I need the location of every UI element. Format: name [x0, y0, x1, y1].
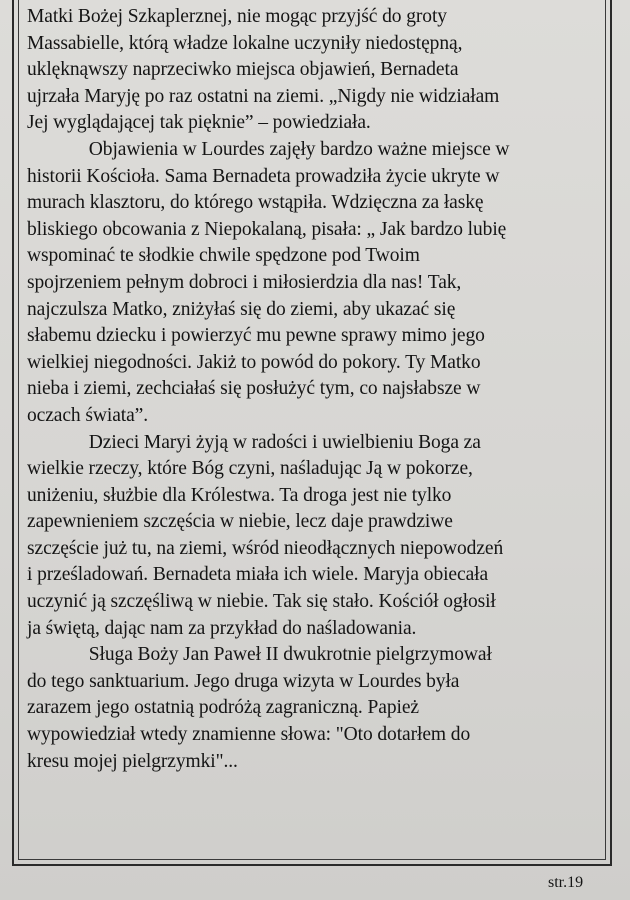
- text-line: kresu mojej pielgrzymki"...: [27, 750, 238, 772]
- text-line: uklęknąwszy naprzeciwko miejsca objawień, Bernadeta: [27, 59, 459, 81]
- text-line: murach klasztoru, do którego wstąpiła. Wdzięczna za łaskę: [27, 192, 484, 214]
- text-line: oczach świata”.: [27, 404, 149, 426]
- text-line: wypowiedział wtedy znamienne słowa: "Oto dotarłem do: [27, 724, 471, 746]
- body-text: [27, 4, 607, 775]
- text-line: uczynić ją szczęśliwą w niebie. Tak się stało. Kościół ogłosił: [27, 591, 496, 613]
- page-number: str.19: [548, 874, 584, 891]
- text-line: Matki Bożej Szkaplerznej, nie mogąc przyjść do groty: [27, 6, 447, 27]
- text-line: do tego sanktuarium. Jego druga wizyta w Lourdes była: [27, 670, 460, 692]
- text-line: wielkie rzeczy, które Bóg czyni, naśladując Ją w pokorze,: [27, 458, 473, 480]
- text-line: najczulsza Matko, zniżyłaś się do ziemi, aby ukazać się: [27, 298, 456, 320]
- paragraph-first-line: Sługa Boży Jan Paweł II dwukrotnie pielgrzymował: [88, 644, 492, 666]
- text-line: Jej wyglądającej tak pięknie” – powiedziała.: [27, 112, 371, 134]
- text-line: i prześladowań. Bernadeta miała ich wiele. Maryja obiecała: [27, 564, 489, 586]
- text-line: wielkiej niegodności. Jakiż to powód do pokory. Ty Matko: [27, 351, 481, 373]
- text-line: spojrzeniem pełnym dobroci i miłosierdzia dla nas! Tak,: [27, 271, 462, 293]
- text-line: nieba i ziemi, zechciałaś się posłużyć tym, co najsłabsze w: [27, 378, 481, 400]
- text-line: bliskiego obcowania z Niepokalaną, pisała: „ Jak bardzo lubię: [27, 218, 507, 240]
- text-line: zapewnieniem szczęścia w niebie, lecz daje prawdziwe: [27, 511, 453, 533]
- paragraph-first-line: Dzieci Maryi żyją w radości i uwielbieniu Boga za: [88, 431, 481, 453]
- text-line: słabemu dziecku i powierzyć mu pewne sprawy mimo jego: [27, 325, 485, 347]
- text-line: historii Kościoła. Sama Bernadeta prowadziła życie ukryte w: [27, 165, 500, 187]
- text-line: Massabielle, którą władze lokalne uczyniły niedostępną,: [27, 32, 463, 54]
- text-line: ja świętą, dając nam za przykład do naśladowania.: [27, 617, 417, 639]
- text-line: uniżeniu, służbie dla Królestwa. Ta droga jest nie tylko: [27, 484, 452, 506]
- paragraph-first-line: Objawienia w Lourdes zajęły bardzo ważne miejsce w: [88, 138, 510, 160]
- text-line: ujrzała Maryję po raz ostatni na ziemi. „Nigdy nie widziałam: [27, 85, 500, 107]
- text-line: szczęście już tu, na ziemi, wśród nieodłącznych niepowodzeń: [27, 537, 504, 559]
- text-line: zarazem jego ostatnią podróżą zagraniczną. Papież: [27, 697, 419, 719]
- text-line: wspominać te słodkie chwile spędzone pod Twoim: [27, 245, 420, 267]
